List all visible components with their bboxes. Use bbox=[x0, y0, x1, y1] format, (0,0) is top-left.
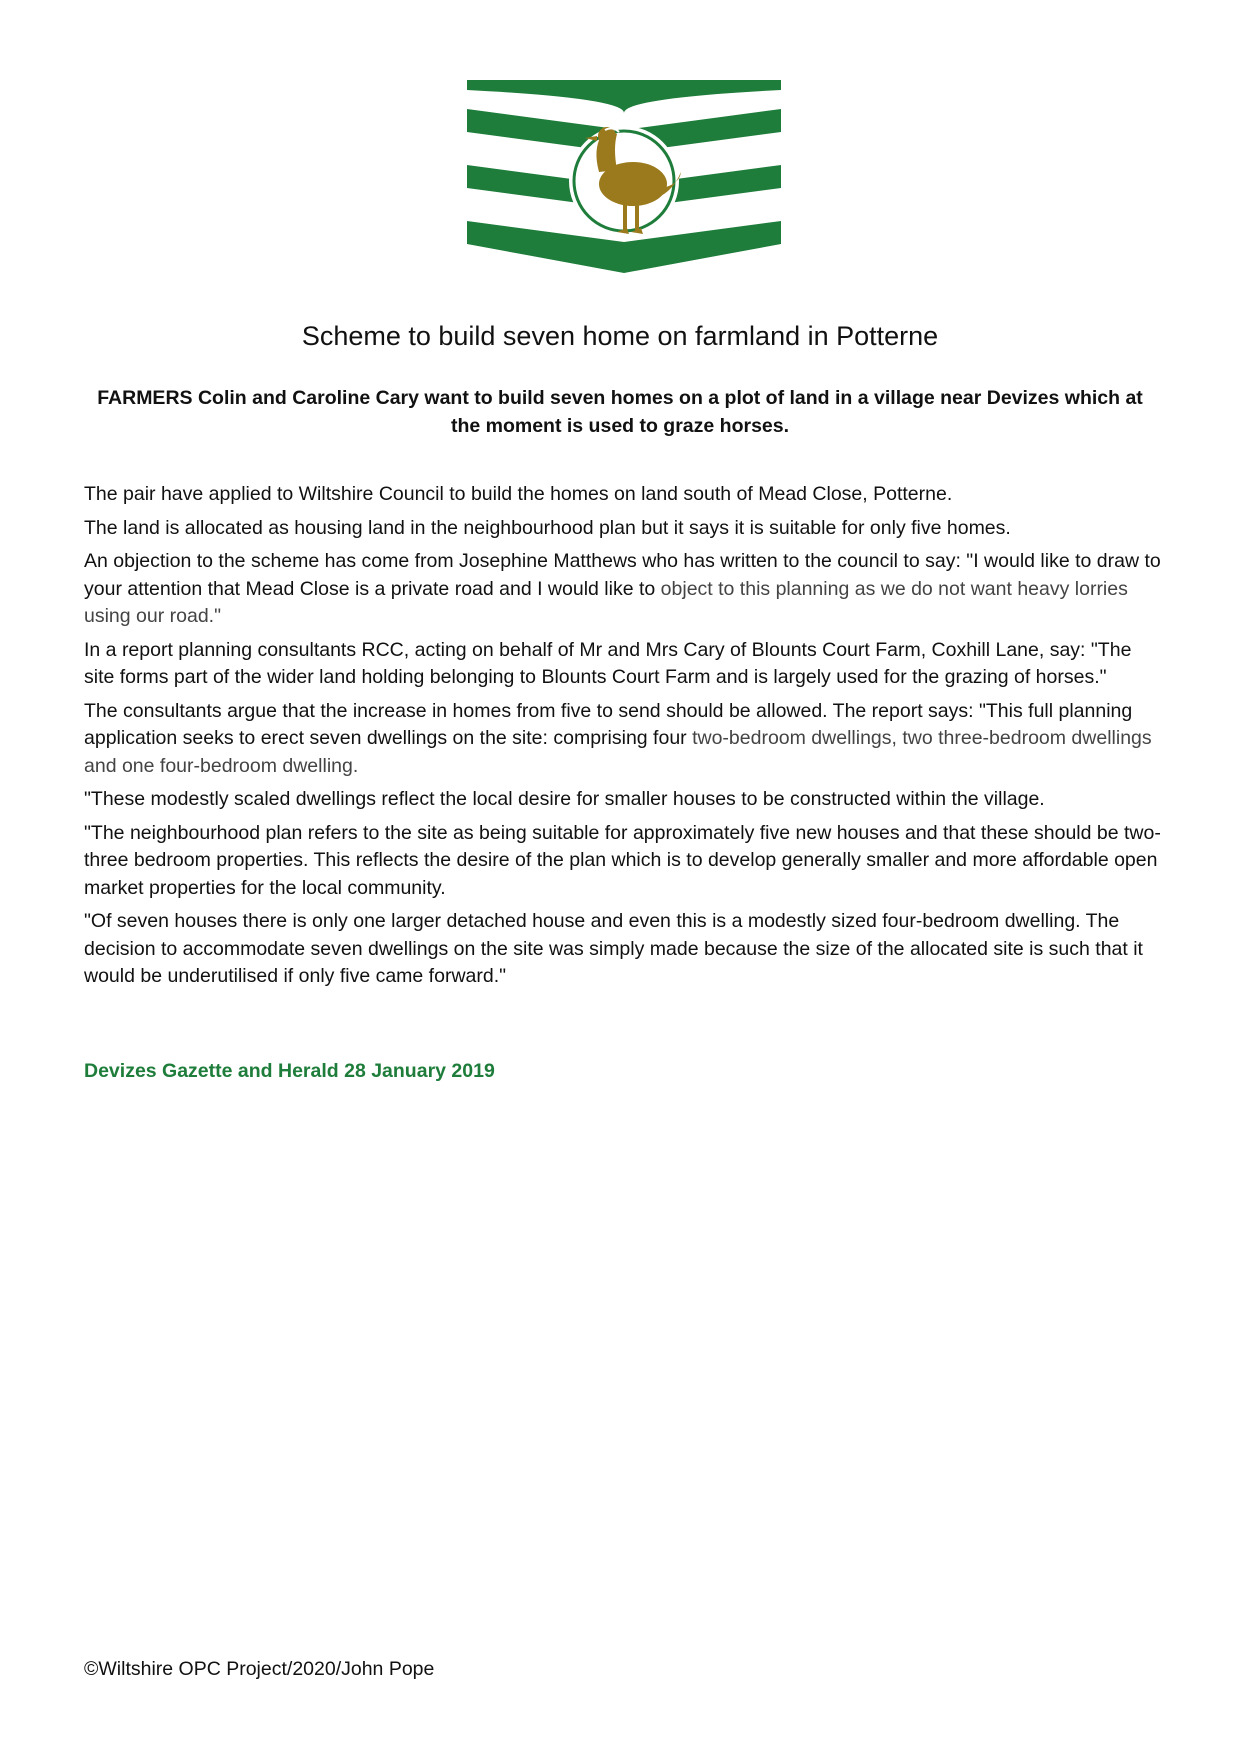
article-standfirst: FARMERS Colin and Caroline Cary want to build seven homes on a plot of land in a village near Devizes which at the moment is used to graze horses. bbox=[97, 387, 1143, 437]
copyright-footer: ©Wiltshire OPC Project/2020/John Pope bbox=[84, 1658, 435, 1680]
source-citation: Devizes Gazette and Herald 28 January 2019 bbox=[84, 1060, 495, 1082]
paragraph-text-soft: object to this planning as we do not want heavy lorries using our road." bbox=[84, 577, 1128, 627]
article-paragraph: The pair have applied to Wiltshire Council to build the homes on land south of Mead Close, Potterne. bbox=[84, 483, 953, 505]
article-paragraph bbox=[84, 698, 1164, 781]
paragraph-text: An objection to the scheme has come from Josephine Matthews who has written to the council to say: "I would like to draw to your attention that Mead Close is a private road and I would like to bbox=[84, 550, 1161, 600]
article-paragraph: "The neighbourhood plan refers to the site as being suitable for approximately five new houses and that these should be two-three bedroom properties. This reflects the desire of the plan which is to develop generally smaller and more affordable open market properties for the local community. bbox=[84, 821, 1161, 899]
paragraph-text-soft: two-bedroom dwellings, two three-bedroom dwellings and one four-bedroom dwelling. bbox=[84, 727, 1152, 777]
article-title: Scheme to build seven home on farmland in Potterne bbox=[301, 321, 939, 351]
article-paragraph: In a report planning consultants RCC, acting on behalf of Mr and Mrs Cary of Blounts Court Farm, Coxhill Lane, say: "The site forms part of the wider land holding belonging to Blounts Court Farm and is largely used for the grazing of horses." bbox=[84, 638, 1132, 688]
article-paragraph: The land is allocated as housing land in the neighbourhood plan but it says it is suitable for only five homes. bbox=[84, 516, 1011, 539]
article-paragraph: "These modestly scaled dwellings reflect the local desire for smaller houses to be constructed within the village. bbox=[84, 788, 1045, 810]
article-paragraph: "Of seven houses there is only one larger detached house and even this is a modestly sized four-bedroom dwelling. The decision to accommodate seven dwellings on the site was simply made because the size of the allocated site is such that it would be underutilised if only five came forward." bbox=[84, 910, 1143, 987]
article-body bbox=[84, 481, 1164, 997]
article-paragraph bbox=[84, 548, 1164, 631]
paragraph-text: The consultants argue that the increase in homes from five to send should be allowed. The report says: "This full planning application seeks to erect seven dwellings on the site: comprising four bbox=[84, 699, 1133, 749]
wiltshire-crest-icon bbox=[467, 80, 781, 273]
